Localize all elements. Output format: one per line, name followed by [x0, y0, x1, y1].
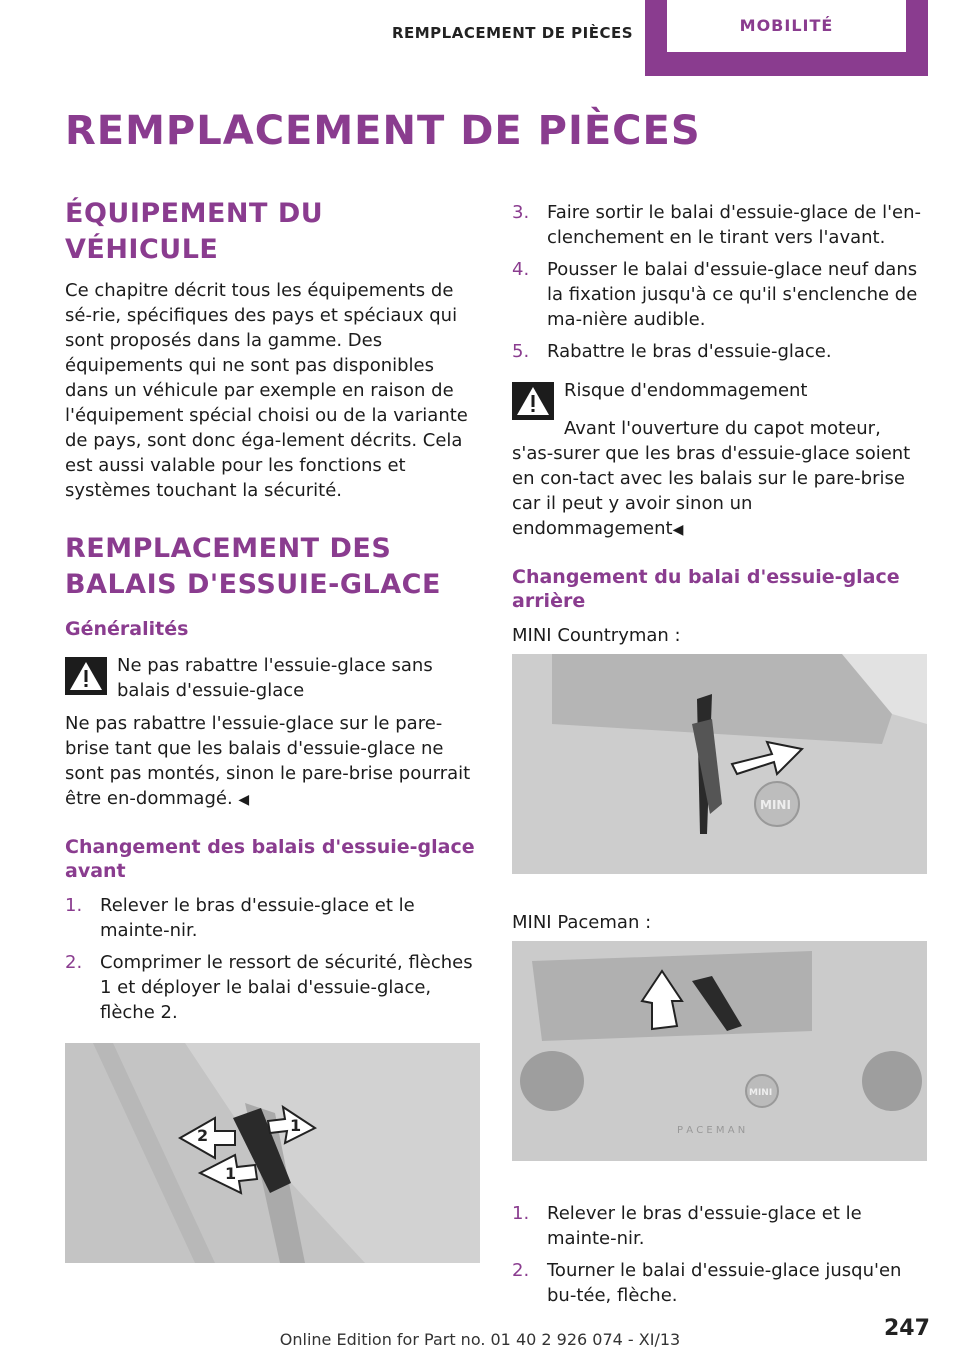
arrow-label-2: 2: [197, 1126, 209, 1145]
paceman-illustration: [512, 941, 927, 1161]
heading-avant: Changement des balais d'essuie-glace avant: [65, 836, 475, 882]
paceman-lettering: P A C E M A N: [677, 1125, 746, 1136]
countryman-badge-text: MINI: [760, 798, 791, 812]
warning-title-2: Risque d'endommagement: [564, 380, 808, 401]
list-item: 1. Relever le bras d'essuie-glace et le mainte‐nir.: [65, 895, 415, 941]
chapter-tab: [645, 0, 928, 76]
right-column: [512, 200, 927, 1315]
list-item: 4. Pousser le balai d'essuie-glace neuf dans la fixation jusqu'à ce qu'il s'enclenche de ma‐nière audible.: [512, 259, 918, 330]
warning-title-1: Ne pas rabattre l'essuie-glace sans balais d'essuie-glace: [117, 655, 433, 701]
arrow-label-1a: 1: [225, 1164, 237, 1183]
paceman-label: MINI Paceman :: [512, 912, 652, 933]
steps-rear: [512, 1201, 927, 1308]
page-number: 247: [884, 1316, 930, 1341]
end-mark-icon: ◀: [672, 522, 684, 538]
warning-icon: [65, 657, 107, 695]
warning-block-1: [65, 653, 480, 703]
end-mark-icon: ◀: [238, 792, 250, 808]
edition-footer: Online Edition for Part no. 01 40 2 926 074 - XI/13: [279, 1330, 681, 1349]
countryman-label: MINI Countryman :: [512, 625, 681, 646]
warning-icon: [512, 382, 554, 420]
paragraph-equipement: Ce chapitre décrit tous les équipements de sé‐rie, spécifiques des pays et spéciaux qui sont proposés dans la gamme. Des équipements qui ne sont pas disponibles dans un véhicule par exemple en raison de l'équipement spécial choisi ou de la variante de pays, sont donc éga‐lement décrits. Cela est aussi valable pour les fonctions et systèmes touchant la sécurité.: [65, 280, 468, 501]
warning-text-2: Avant l'ouverture du capot moteur, s'as‐surer que les bras d'essuie-glace soient en con‐tact avec les balais sur le pare-brise car il peut y avoir sinon un endommagement◀: [512, 418, 911, 539]
list-item: 1. Relever le bras d'essuie-glace et le mainte‐nir.: [512, 1203, 862, 1249]
page-header: [0, 0, 960, 76]
warning-text-1: Ne pas rabattre l'essuie-glace sur le pare-brise tant que les balais d'essuie-glace ne sont pas montés, sinon le pare-brise pourrait être en‐dommagé. ◀: [65, 713, 471, 809]
heading-generalites: Généralités: [65, 618, 189, 640]
heading-arriere: Changement du balai d'essuie-glace arrière: [512, 566, 900, 612]
countryman-illustration: [512, 654, 927, 874]
list-item: 2. Tourner le balai d'essuie-glace jusqu'en bu‐tée, flèche.: [512, 1260, 902, 1306]
list-item: 3. Faire sortir le balai d'essuie-glace de l'en‐clenchement en le tirant vers l'avant.: [512, 202, 921, 248]
warning-block-2: [512, 378, 927, 422]
steps-front-cont: [512, 200, 927, 364]
left-column: [65, 196, 480, 1263]
steps-front: [65, 893, 480, 1025]
front-wiper-illustration: [65, 1043, 480, 1263]
paceman-badge-text: MINI: [749, 1088, 773, 1098]
heading-balais: REMPLACEMENT DES BALAIS D'ESSUIE-GLACE: [65, 533, 441, 600]
page-title: REMPLACEMENT DE PIÈCES: [65, 108, 701, 154]
chapter-tab-label: MOBILITÉ: [667, 0, 906, 52]
list-item: 5. Rabattre le bras d'essuie-glace.: [512, 341, 832, 362]
arrow-label-1b: 1: [290, 1116, 302, 1135]
section-label: REMPLACEMENT DE PIÈCES: [391, 24, 634, 42]
list-item: 2. Comprimer le ressort de sécurité, flèches 1 et déployer le balai d'essuie-glace, flèche 2.: [65, 952, 473, 1023]
heading-equipement: ÉQUIPEMENT DU VÉHICULE: [65, 198, 324, 265]
